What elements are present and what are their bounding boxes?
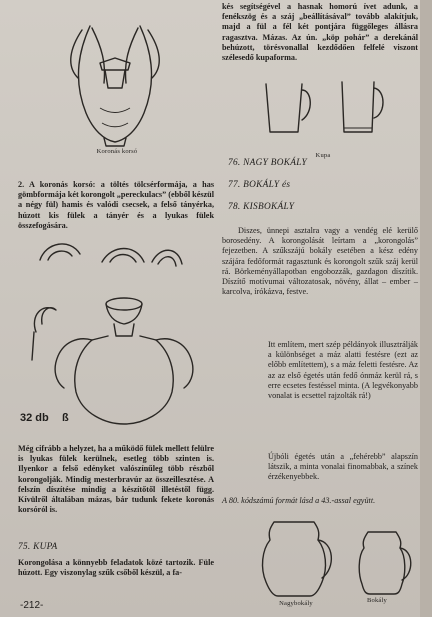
right-p2-text: Itt említem, mert szép példányok illusztrálják a különbséget a máz alatti festésre (ezt az előbb említettem), s a máz feletti festésre. Az az az első égetés után fedő ónmáz kerül rá, s erre ecsetes festéssel minta. (A legvékonyabb vonalat is ecsettel rajzolták rá!) xyxy=(268,340,418,401)
korso-parts-illustration xyxy=(18,232,214,432)
caption-kupa: Kupa xyxy=(315,152,331,159)
bokaly-illustration xyxy=(248,518,418,600)
sb-monogram-icon: ß xyxy=(62,412,69,424)
heading-78-kisbokaly: 78. KISBOKÁLY xyxy=(228,202,295,212)
left-p1-text: 2. A koronás korsó: a töltés tölcsérformája, a has gömbformája két korongolt „pereckulacs” (ebből készül a négy fül) hamis és valódi csecsek, a felső tányérka, húzott kis fülek a tányér és a lyukas fülek összefogására. xyxy=(18,180,214,230)
left-paragraph-1 xyxy=(18,180,214,231)
page-number: -212- xyxy=(20,600,44,611)
caption-nagybokaly: Nagybokály xyxy=(279,600,313,607)
kupa-illustration xyxy=(258,76,388,148)
right-p1-text: Diszes, ünnepi asztalra vagy a vendég elé kerülő borosedény. A korongolását leírtam a „korongolás” fejezetben. A szűkszájú bokály esetében a kész edény szájára fedőformát ragasztunk és korongolt szűk száj kerül rá. Börkeményállapotban engobozzák, gazdagon díszítik. Díszítő motívumai változatosak, növény, állat – ember – karcolva, írókázva, festve. xyxy=(222,226,418,297)
right-p0-text: kés segítségével a hasnak homorú ívet adunk, a fenékszög és a száj „beállításával” tovább alakítjuk, majd a fül a fél két pontjára függőleges állásra ragasztva. Mázas. Az ún. „köp pohár” a derekánál behúzott, törésvonallal kezdődően felfelé viszont szélesedő kupaforma. xyxy=(222,2,418,63)
right-paragraph-0 xyxy=(222,2,418,63)
right-paragraph-4 xyxy=(222,496,418,506)
left-p2-text: Még cifrább a helyzet, ha a működő fülek mellett felülre is lyukas fülek kerülnek, esetleg több szinten is. Ilyenkor a felső edényket valószínűleg több részből korongolják. Mindig mesterbravúr az összeillesztése. A felszín díszítése mindig a készítőtől illetéstől függ. Kívülről általában mázas, bár tudunk fekete koronás korsóról is. xyxy=(18,444,214,515)
page-edge-shadow xyxy=(420,0,432,617)
right-paragraph-2 xyxy=(268,340,418,401)
left-p3-text: Korongolása a könnyebb feladatok közé tartozik. Füle húzott. Egy viszonylag szűk csőből készül, a fa- xyxy=(18,558,214,578)
caption-koronas-korso: Koronás korsó xyxy=(96,148,138,155)
caption-bokaly: Bokály xyxy=(367,597,387,604)
right-p3-text: Újbóli égetés után a „fehérebb” alapszín látszik, a minta vonalai finomabbak, a színek érzékenyebbek. xyxy=(268,452,418,482)
right-paragraph-1 xyxy=(222,226,418,297)
left-paragraph-3 xyxy=(18,558,214,578)
figure-label: 32 db xyxy=(20,412,49,424)
heading-75-kupa: 75. KUPA xyxy=(18,542,58,552)
right-p4-text: A 80. kódszámú formát lásd a 43.-assal együtt. xyxy=(222,496,376,505)
right-paragraph-3 xyxy=(268,452,418,483)
heading-76-nagy-bokaly: 76. NAGY BOKÁLY xyxy=(228,158,307,168)
heading-77-bokaly: 77. BOKÁLY és xyxy=(228,180,291,190)
koronas-korso-illustration xyxy=(60,8,170,148)
left-paragraph-2 xyxy=(18,444,214,515)
